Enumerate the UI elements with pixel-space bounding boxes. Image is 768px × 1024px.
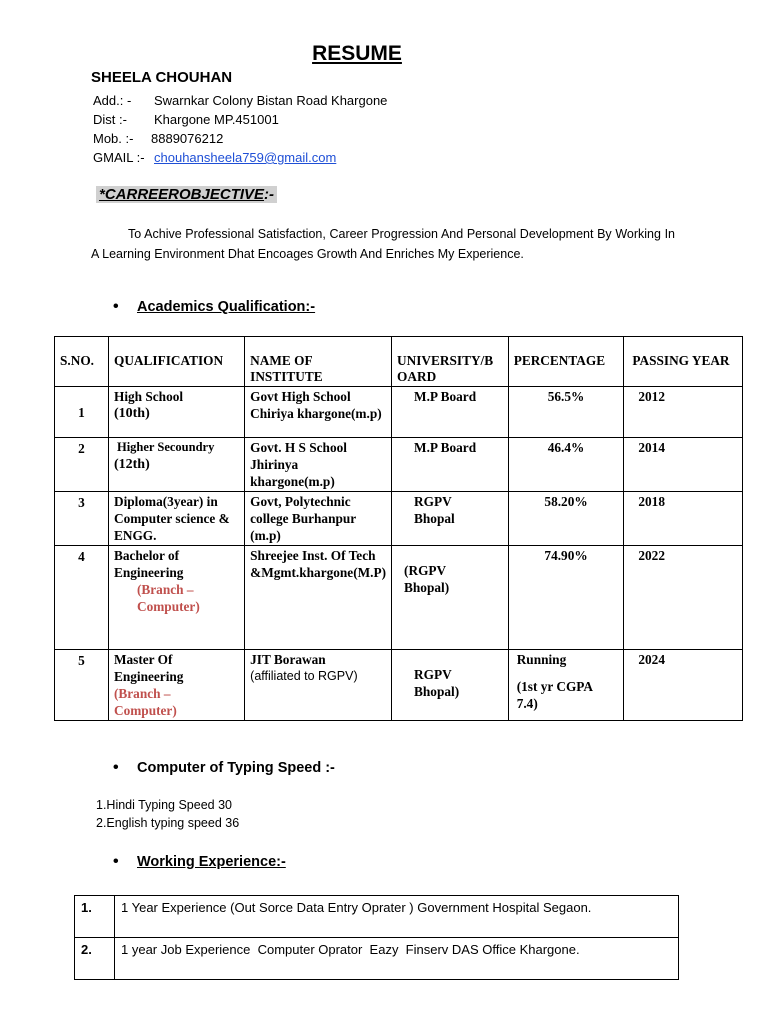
academics-heading bbox=[113, 298, 315, 316]
qualification-name: Master Of Engineering bbox=[113, 652, 184, 684]
branch-text: (Branch – Computer) bbox=[113, 686, 177, 718]
bullet-icon: • bbox=[113, 298, 119, 315]
candidate-name: SHEELA CHOUHAN bbox=[91, 69, 233, 86]
qualification-cell bbox=[108, 650, 244, 721]
address-line bbox=[93, 93, 387, 108]
work-experience-table bbox=[74, 895, 679, 980]
sno-cell: 4 bbox=[55, 546, 109, 650]
bullet-icon: • bbox=[113, 759, 119, 776]
percentage-status: Running bbox=[516, 652, 567, 667]
work-heading bbox=[113, 853, 286, 871]
table-row bbox=[55, 492, 743, 546]
mobile-value: 8889076212 bbox=[151, 131, 224, 146]
typing-heading-text: Computer of Typing Speed :- bbox=[137, 760, 335, 776]
work-heading-text: Working Experience:- bbox=[137, 854, 286, 870]
percentage-cell bbox=[508, 650, 624, 721]
column-header: QUALIFICATION bbox=[108, 337, 244, 387]
email-link[interactable]: chouhansheela759@gmail.com bbox=[154, 150, 337, 165]
qualification-name: Bachelor of Engineering bbox=[113, 548, 184, 580]
institute-cell: Govt High School Chiriya khargone(m.p) bbox=[245, 387, 392, 438]
branch-text: (Branch – Computer) bbox=[136, 582, 200, 614]
qualification-name: High School bbox=[113, 389, 184, 404]
work-num-cell: 1. bbox=[75, 896, 115, 938]
typing-item: 1.Hindi Typing Speed 30 bbox=[96, 798, 232, 812]
sno-cell: 2 bbox=[55, 438, 109, 492]
university-cell: M.P Board bbox=[392, 438, 509, 492]
qualification-cell bbox=[108, 387, 244, 438]
year-cell: 2012 bbox=[624, 387, 743, 438]
objective-heading bbox=[96, 186, 277, 203]
work-text-cell: 1 Year Experience (Out Sorce Data Entry Oprater ) Government Hospital Segaon. bbox=[115, 896, 679, 938]
column-header: PERCENTAGE bbox=[508, 337, 624, 387]
sno-cell: 1 bbox=[55, 387, 109, 438]
academics-heading-text: Academics Qualification:- bbox=[137, 299, 316, 315]
table-row bbox=[55, 387, 743, 438]
column-header: S.NO. bbox=[55, 337, 109, 387]
sno-cell: 5 bbox=[55, 650, 109, 721]
sno-cell: 3 bbox=[55, 492, 109, 546]
mobile-line bbox=[93, 131, 223, 146]
percentage-cell: 58.20% bbox=[508, 492, 624, 546]
year-cell: 2014 bbox=[624, 438, 743, 492]
university-cell: RGPV Bhopal) bbox=[392, 650, 509, 721]
objective-text: To Achive Professional Satisfaction, Career Progression And Personal Development By Working In A Learning Environment Dhat Encoages Growth And Enriches My Experience. bbox=[91, 227, 675, 261]
university-cell: M.P Board bbox=[392, 387, 509, 438]
qualification-cell: Diploma(3year) in Computer science & ENGG. bbox=[108, 492, 244, 546]
year-cell: 2018 bbox=[624, 492, 743, 546]
institute-affiliation: (affiliated to RGPV) bbox=[250, 669, 358, 683]
email-line bbox=[93, 150, 336, 165]
institute-cell: Govt, Polytechnic college Burhanpur (m.p) bbox=[245, 492, 392, 546]
year-cell: 2024 bbox=[624, 650, 743, 721]
objective-heading-text: *CARREEROBJECTIVE bbox=[99, 186, 265, 203]
address-label: Add.: - bbox=[93, 93, 132, 108]
objective-heading-suffix: :- bbox=[264, 186, 275, 203]
work-num-cell: 2. bbox=[75, 938, 115, 980]
table-header-row bbox=[55, 337, 743, 387]
district-value: Khargone MP.451001 bbox=[154, 112, 279, 127]
academics-table bbox=[54, 336, 743, 721]
mobile-label: Mob. :- bbox=[93, 131, 134, 146]
institute-name: JIT Borawan bbox=[250, 652, 326, 667]
typing-heading bbox=[113, 759, 335, 777]
qualification-class: (10th) bbox=[113, 406, 150, 421]
address-value: Swarnkar Colony Bistan Road Khargone bbox=[154, 93, 388, 108]
institute-cell: Shreejee Inst. Of Tech &Mgmt.khargone(M.P) bbox=[245, 546, 392, 650]
percentage-cell: 74.90% bbox=[508, 546, 624, 650]
work-text-cell: 1 year Job Experience Computer Oprator Eazy Finserv DAS Office Khargone. bbox=[115, 938, 679, 980]
column-header: PASSING YEAR bbox=[624, 337, 743, 387]
district-label: Dist :- bbox=[93, 112, 127, 127]
university-cell: (RGPV Bhopal) bbox=[392, 546, 509, 650]
qualification-name: Higher Secoundry bbox=[116, 440, 215, 454]
resume-title: RESUME bbox=[312, 42, 402, 65]
bullet-icon: • bbox=[113, 853, 119, 870]
qualification-cell bbox=[108, 546, 244, 650]
percentage-cell: 56.5% bbox=[508, 387, 624, 438]
table-row bbox=[55, 650, 743, 721]
institute-cell bbox=[245, 650, 392, 721]
percentage-cell: 46.4% bbox=[508, 438, 624, 492]
year-cell: 2022 bbox=[624, 546, 743, 650]
table-row bbox=[75, 896, 679, 938]
district-line bbox=[93, 112, 279, 127]
qualification-cell bbox=[108, 438, 244, 492]
qualification-class: (12th) bbox=[113, 457, 150, 472]
table-row bbox=[75, 938, 679, 980]
university-cell: RGPV Bhopal bbox=[392, 492, 509, 546]
email-label: GMAIL :- bbox=[93, 150, 145, 165]
institute-cell: Govt. H S School Jhirinya khargone(m.p) bbox=[245, 438, 392, 492]
table-row bbox=[55, 438, 743, 492]
table-row bbox=[55, 546, 743, 650]
percentage-cgpa: (1st yr CGPA 7.4) bbox=[516, 679, 593, 711]
column-header: UNIVERSITY/BOARD bbox=[392, 337, 509, 387]
typing-item: 2.English typing speed 36 bbox=[96, 816, 240, 830]
column-header: NAME OF INSTITUTE bbox=[245, 337, 392, 387]
